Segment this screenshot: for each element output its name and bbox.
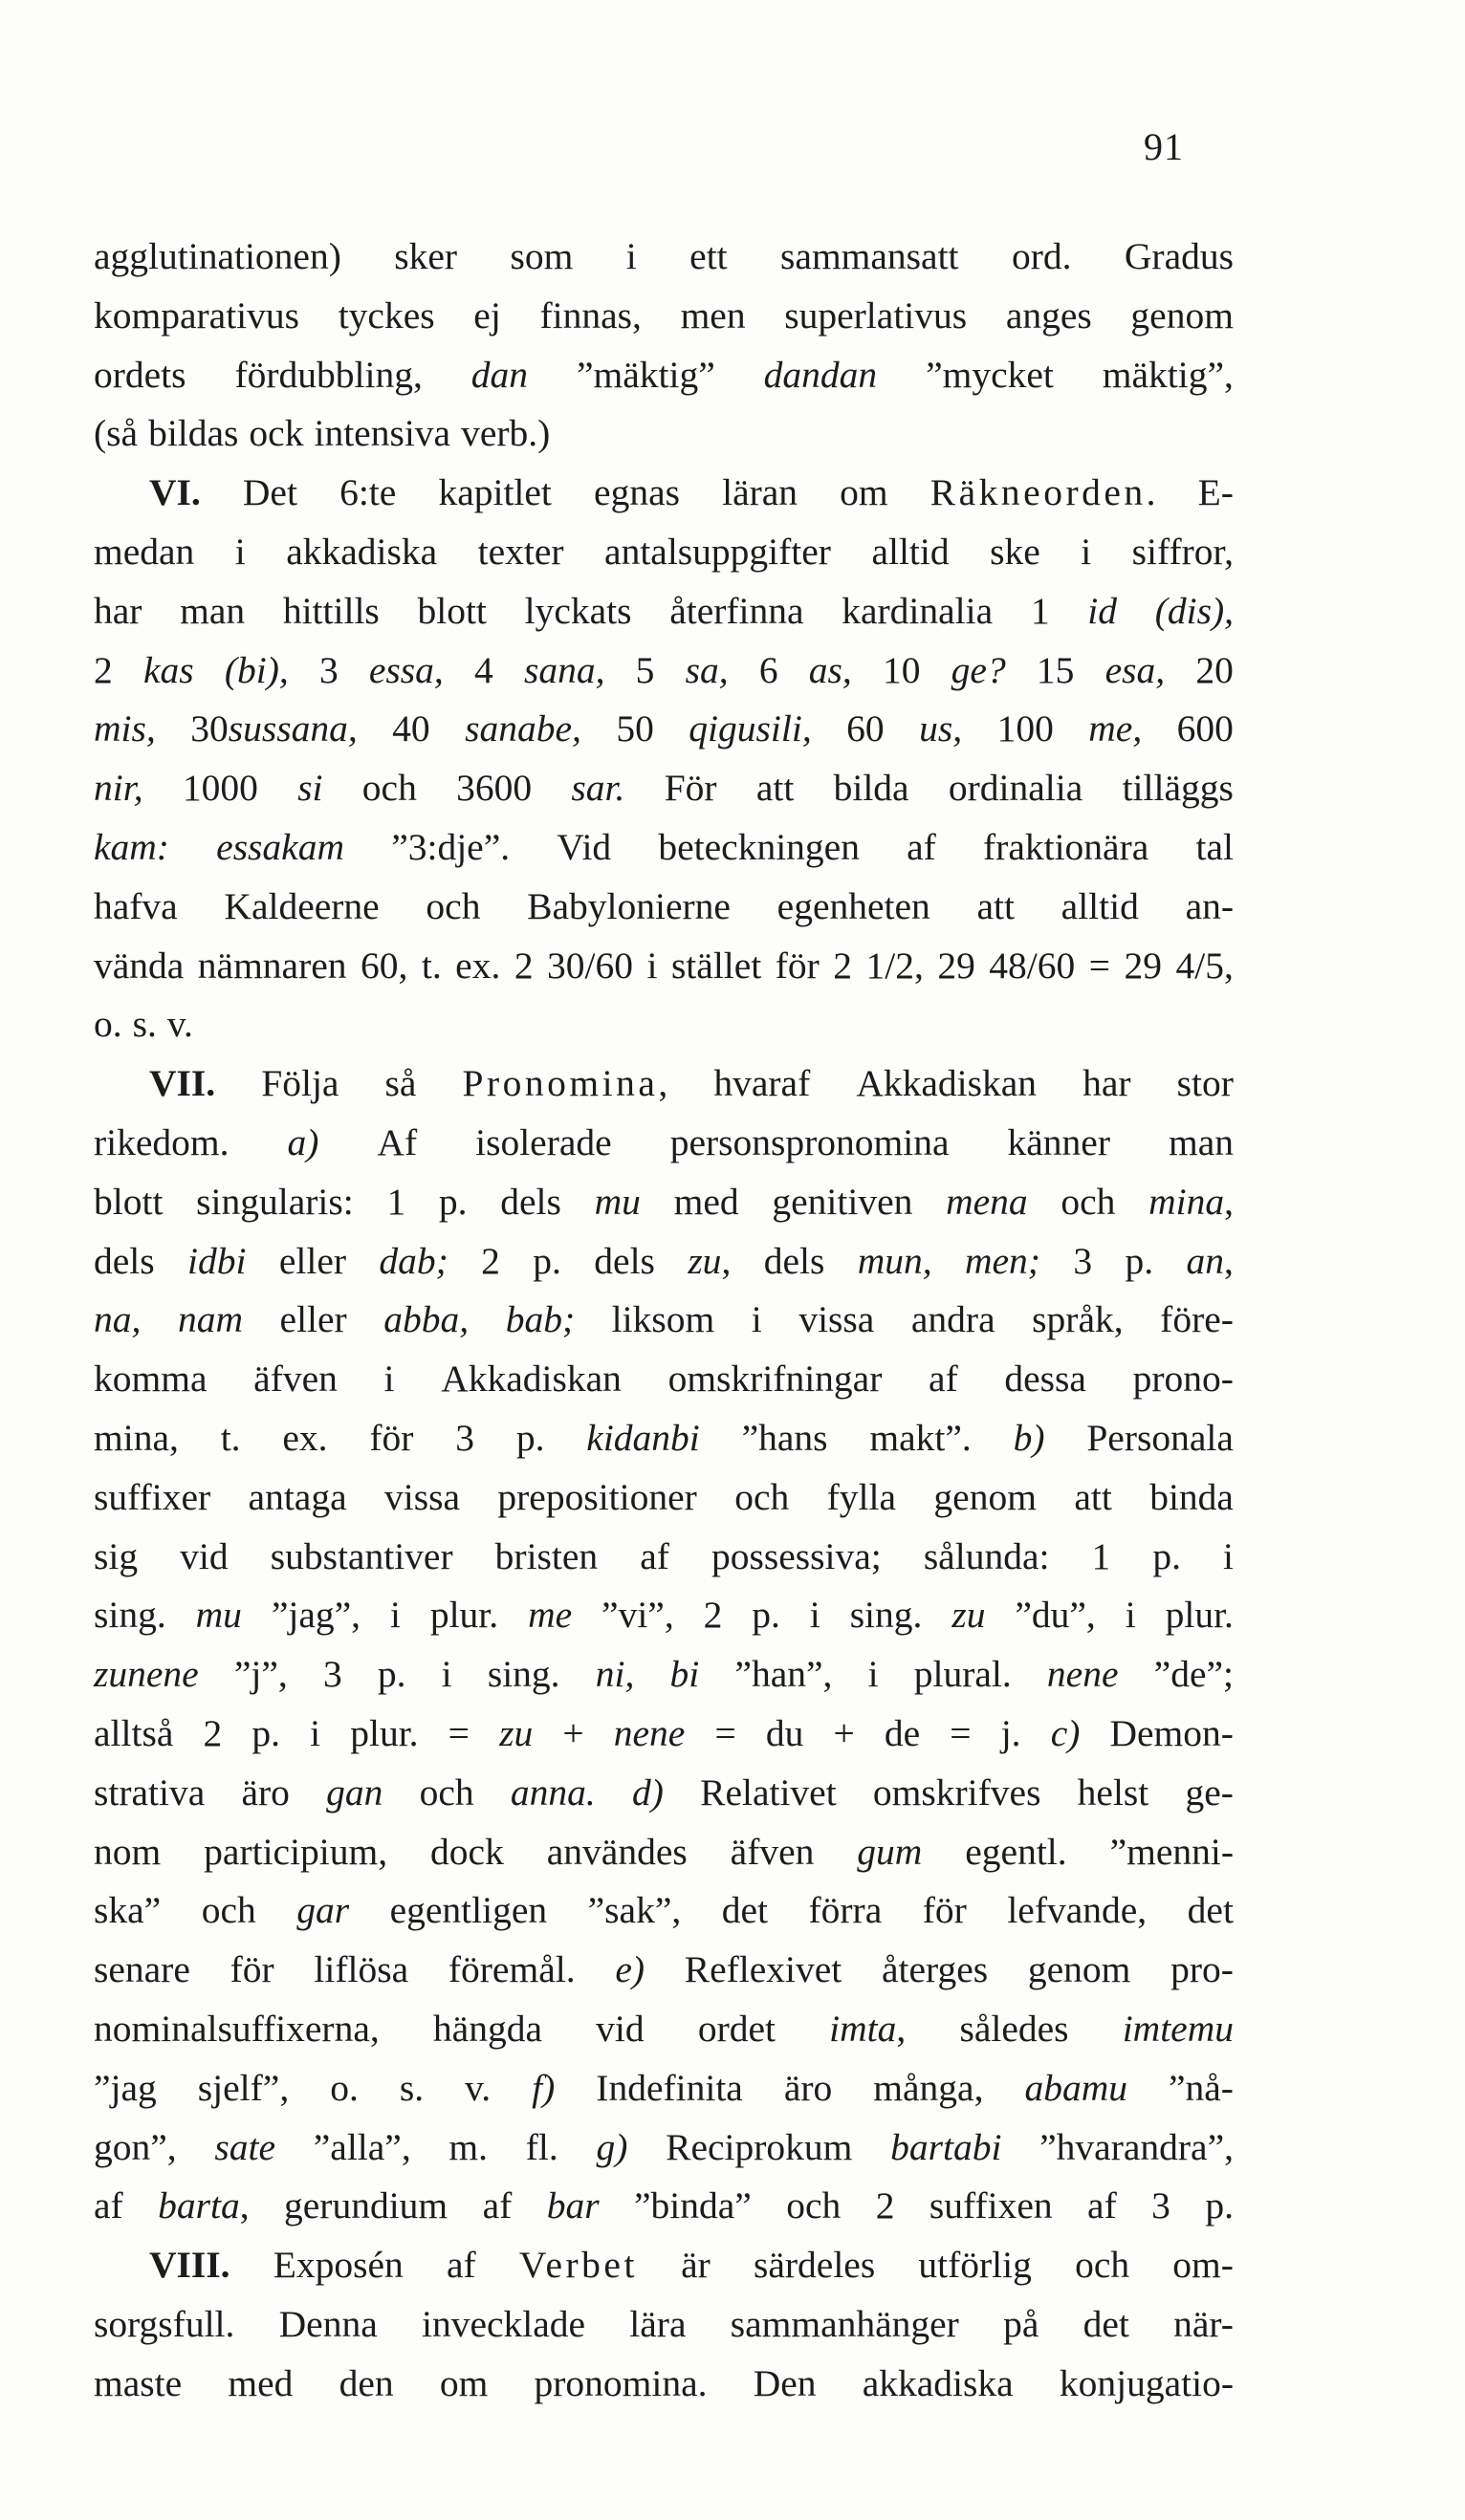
text-line: ska” och gar egentligen ”sak”, det förra för lefvande, det: [94, 1889, 1234, 1932]
text-line: suffixer antaga vissa prepositioner och fylla genom att binda: [94, 1475, 1234, 1518]
text-line: mis, 30sussana, 40 sanabe, 50 qigusili, 60 us, 100 me, 600: [94, 707, 1234, 750]
text-line: VIII. Exposén af Verbet är särdeles utförlig och om-: [149, 2244, 1234, 2287]
text-line: nom participium, dock användes äfven gum egentl. ”menni-: [94, 1830, 1234, 1873]
text-line: vända nämnaren 60, t. ex. 2 30/60 i stället för 2 1/2, 29 48/60 = 29 4/5,: [94, 944, 1234, 987]
text-line: maste med den om pronomina. Den akkadiska konjugatio-: [94, 2361, 1234, 2404]
text-line: ordets fördubbling, dan ”mäktig” dandan ”mycket mäktig”,: [94, 353, 1234, 396]
text-line: sing. mu ”jag”, i plur. me ”vi”, 2 p. i sing. zu ”du”, i plur.: [94, 1594, 1234, 1637]
text-line: agglutinationen) sker som i ett sammansatt ord. Gradus: [94, 235, 1234, 277]
text-line: alltså 2 p. i plur. = zu + nene = du + de = j. c) Demon-: [94, 1711, 1234, 1754]
text-line: komparativus tyckes ej finnas, men superlativus anges genom: [94, 293, 1234, 337]
text-line: sorgsfull. Denna invecklade lära sammanhänger på det när-: [94, 2302, 1234, 2345]
text-line: (så bildas ock intensiva verb.): [94, 412, 551, 455]
text-line: nir, 1000 si och 3600 sar. För att bilda ordinalia tilläggs: [94, 767, 1234, 810]
text-line: har man hittills blott lyckats återfinna kardinalia 1 id (dis),: [94, 589, 1234, 632]
text-line: zunene ”j”, 3 p. i sing. ni, bi ”han”, i plural. nene ”de”;: [94, 1653, 1234, 1696]
text-line: gon”, sate ”alla”, m. fl. g) Reciprokum bartabi ”hvarandra”,: [94, 2125, 1234, 2168]
body-text: [94, 228, 1234, 2413]
text-line: nominalsuffixerna, hängda vid ordet imta, således imtemu: [94, 2007, 1234, 2050]
text-line: strativa äro gan och anna. d) Relativet omskrifves helst ge-: [94, 1771, 1234, 1814]
text-line: rikedom. a) Af isolerade personspronomina känner man: [94, 1120, 1234, 1163]
text-line: komma äfven i Akkadiskan omskrifningar af dessa prono-: [94, 1358, 1234, 1401]
page-number: 91: [1144, 125, 1184, 168]
text-line: blott singularis: 1 p. dels mu med genitiven mena och mina,: [94, 1180, 1234, 1223]
text-line: dels idbi eller dab; 2 p. dels zu, dels mun, men; 3 p. an,: [94, 1239, 1234, 1282]
text-line: hafva Kaldeerne och Babylonierne egenheten att alltid an-: [94, 884, 1234, 927]
text-line: o. s. v.: [94, 1003, 193, 1046]
text-line: kam: essakam ”3:dje”. Vid beteckningen af fraktionära tal: [94, 825, 1234, 868]
text-line: ”jag sjelf”, o. s. v. f) Indefinita äro många, abamu ”nå-: [94, 2066, 1234, 2109]
text-line: VI. Det 6:te kapitlet egnas läran om Räkneorden. E-: [149, 471, 1234, 514]
text-line: mina, t. ex. för 3 p. kidanbi ”hans makt”. b) Personala: [94, 1416, 1234, 1459]
text-line: af barta, gerundium af bar ”binda” och 2 suffixen af 3 p.: [94, 2184, 1234, 2227]
text-line: sig vid substantiver bristen af possessiva; sålunda: 1 p. i: [94, 1534, 1234, 1577]
text-line: senare för liflösa föremål. e) Reflexivet återges genom pro-: [94, 1948, 1234, 1991]
text-line: 2 kas (bi), 3 essa, 4 sana, 5 sa, 6 as, 10 ge? 15 esa, 20: [94, 648, 1234, 691]
text-line: medan i akkadiska texter antalsuppgifter alltid ske i siffror,: [94, 530, 1234, 573]
text-line: VII. Följa så Pronomina, hvaraf Akkadiskan har stor: [149, 1062, 1234, 1105]
text-line: na, nam eller abba, bab; liksom i vissa andra språk, före-: [94, 1298, 1234, 1341]
